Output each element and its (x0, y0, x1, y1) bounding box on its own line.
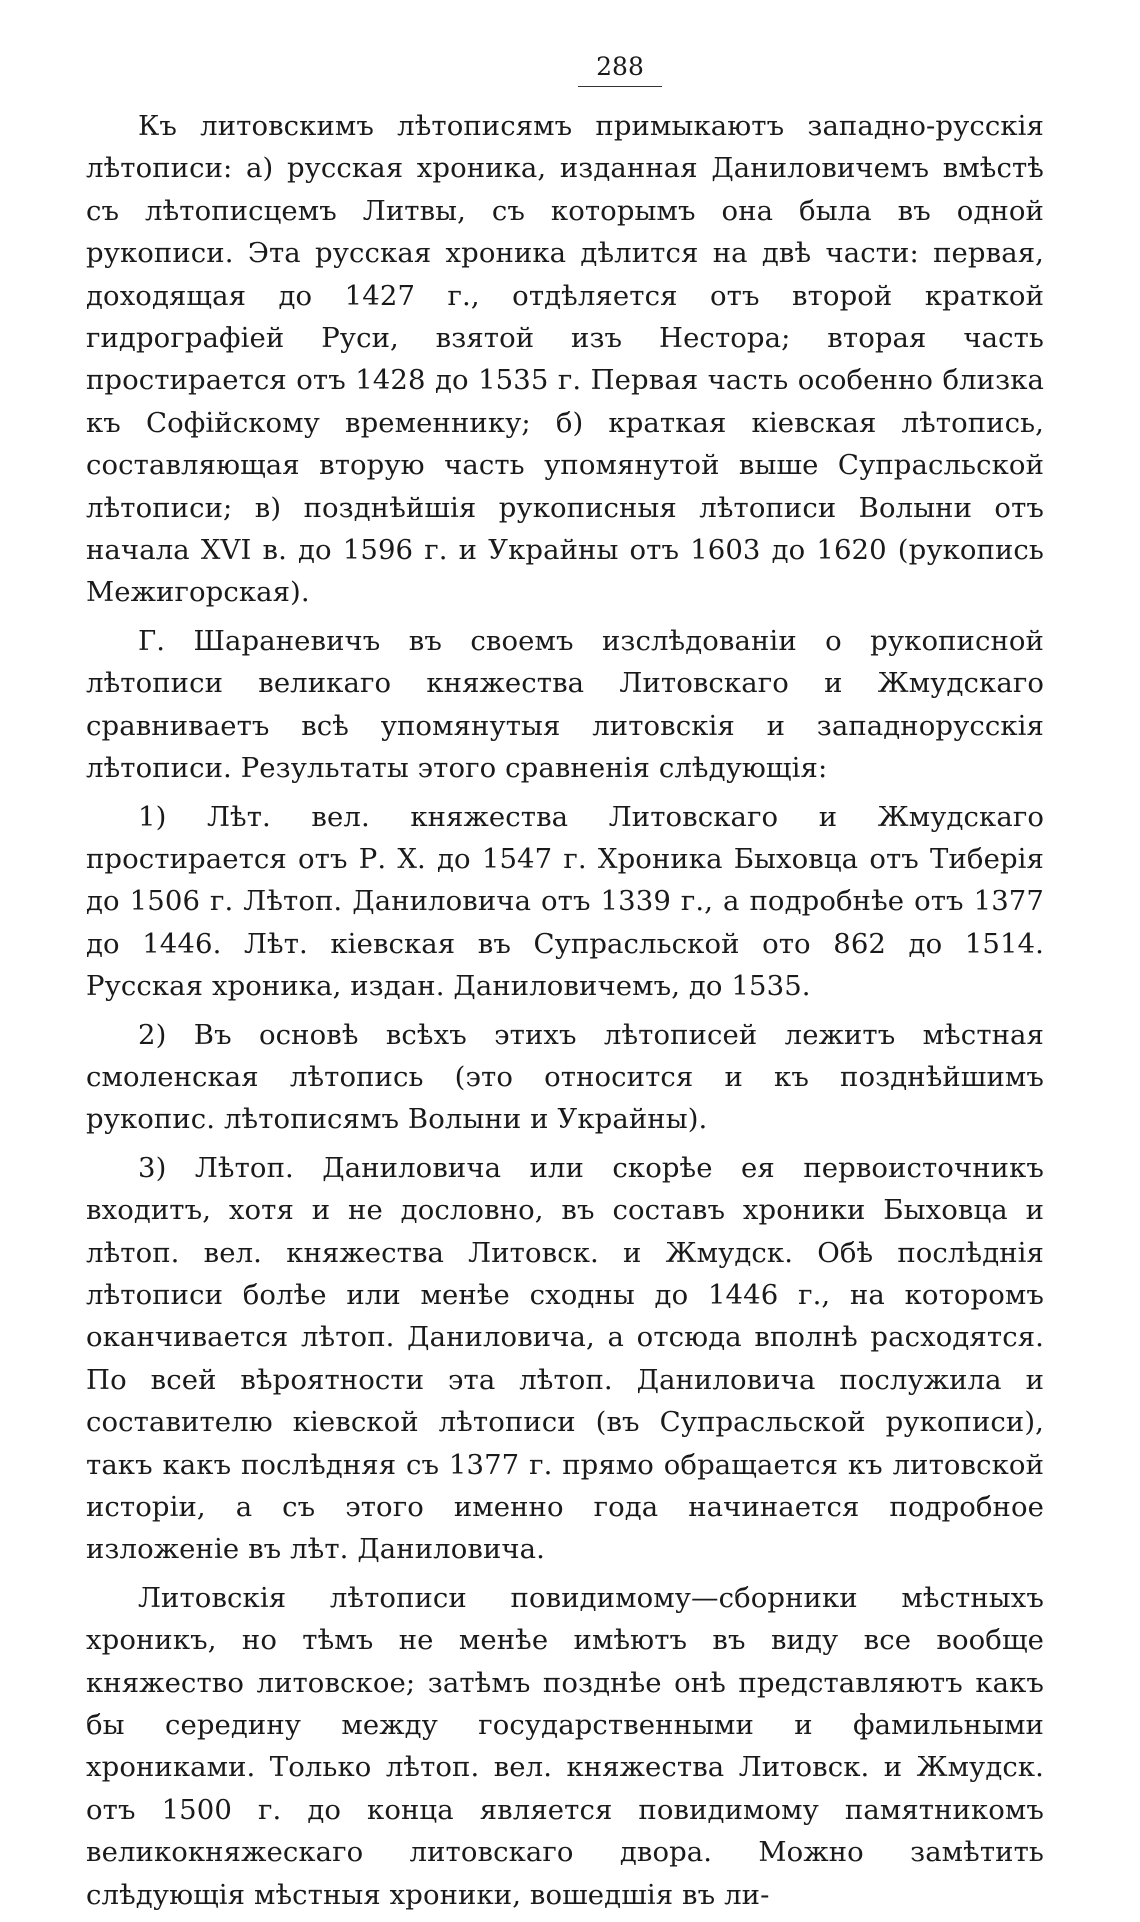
list-item-3: 3) Лѣтоп. Даниловича или скорѣе ея первоисточникъ входитъ, хотя и не дословно, въ составъ хроники Быховца и лѣтоп. вел. княжества Литовск. и Жмудск. Обѣ послѣднія лѣтописи болѣе или менѣе сходны до 1446 г., на которомъ оканчивается лѣтоп. Даниловича, а отсюда вполнѣ расходятся. По всей вѣроятности эта лѣтоп. Даниловича послужила и составителю кіевской лѣтописи (въ Супрасльской рукописи), такъ какъ послѣдняя съ 1377 г. прямо обращается къ литовской исторіи, а съ этого именно года начинается подробное изложеніе въ лѣт. Даниловича. (86, 1151, 1044, 1566)
list-item-1: 1) Лѣт. вел. княжества Литовскаго и Жмудскаго простирается отъ Р. Х. до 1547 г. Хроника Быховца отъ Тиберія до 1506 г. Лѣтоп. Даниловича отъ 1339 г., а подробнѣе отъ 1377 до 1446. Лѣт. кіевская въ Супрасльской ото 862 до 1514. Русская хроника, издан. Даниловичемъ, до 1535. (86, 800, 1044, 1003)
page-number: 288 (86, 52, 1044, 87)
paragraph-western-russian-chronicles: Къ литовскимъ лѣтописямъ примыкаютъ западно-русскія лѣтописи: а) русская хроника, изданная Даниловичемъ вмѣстѣ съ лѣтописцемъ Литвы, съ которымъ она была въ одной рукописи. Эта русская хроника дѣлится на двѣ части: первая, доходящая до 1427 г., отдѣляется отъ второй краткой гидрографіей Руси, взятой изъ Нестора; вторая часть простирается отъ 1428 до 1535 г. Первая часть особенно близка къ Софійскому временнику; б) краткая кіевская лѣтопись, составляющая вторую часть упомянутой выше Супрасльской лѣтописи; в) позднѣйшія рукописныя лѣтописи Волыни отъ начала XVI в. до 1596 г. и Украйны отъ 1603 до 1620 (рукопись Межигорская). (86, 110, 1044, 609)
document-page (86, 52, 1044, 1922)
paragraph-sharanevich-study: Г. Шараневичъ въ своемъ изслѣдованіи о рукописной лѣтописи великаго княжества Литовскаго и Жмудскаго сравниваетъ всѣ упомянутыя литовскія и западнорусскія лѣтописи. Результаты этого сравненія слѣдующія: (86, 624, 1044, 785)
paragraph-lithuanian-chronicles: Литовскія лѣтописи повидимому—сборники мѣстныхъ хроникъ, но тѣмъ не менѣе имѣютъ въ виду все вообще княжество литовское; затѣмъ позднѣе онѣ представляютъ какъ бы середину между государственными и фамильными хрониками. Только лѣтоп. вел. княжества Литовск. и Жмудск. отъ 1500 г. до конца является повидимому памятникомъ великокняжескаго литовскаго двора. Можно замѣтить слѣдующія мѣстныя хроники, вошедшія въ ли- (86, 1581, 1044, 1911)
list-item-2: 2) Въ основѣ всѣхъ этихъ лѣтописей лежитъ мѣстная смоленская лѣтопись (это относится и къ позднѣйшимъ рукопис. лѣтописямъ Волыни и Украйны). (86, 1018, 1044, 1136)
